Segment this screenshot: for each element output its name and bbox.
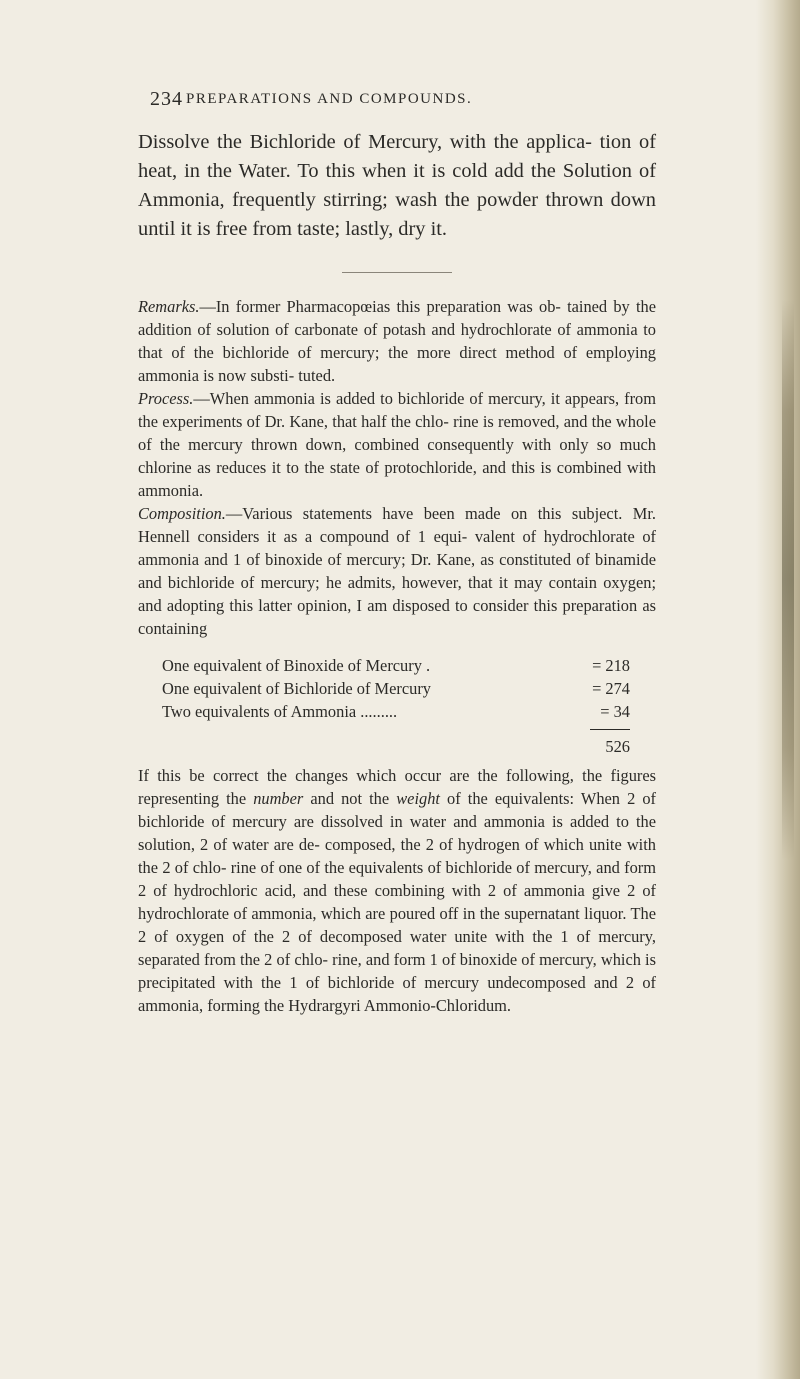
lead-paragraph: Dissolve the Bichloride of Mercury, with the applica- tion of heat, in the Water. To this when it is cold add the Solution of Ammonia, frequently stirring; wash the powder thrown down until it is free from taste; lastly, dry it. <box>138 131 656 240</box>
composition-label: Composition. <box>138 504 226 523</box>
conclusion-text-3: of the equivalents: When 2 of bichloride of mercury are dissolved in water and ammonia is added to the solution, 2 of water are de- composed, the 2 of hydrogen of which unite with the 2 of chlo- rine of one of the equivalents of bichloride of mercury, and form 2 of hydrochloric acid, and these combining with 2 of ammonia give 2 of hydrochlorate of ammonia, which are poured off in the supernatant liquor. The 2 of oxygen of the 2 of decomposed water unite with the 1 of mercury, separated from the 2 of chlo- rine, and form 1 of binoxide of mercury, which is precipitated with the 1 of bichloride of mercury undecomposed and 2 of ammonia, forming the Hydrargyri Ammonio-Chloridum. <box>138 789 656 1015</box>
composition-paragraph <box>138 502 656 640</box>
composition-text: —Various statements have been made on this subject. Mr. Hennell considers it as a compound of 1 equi- valent of hydrochlorate of ammonia and 1 of binoxide of mercury; Dr. Kane, as constituted of binamide and bichloride of mercury; he admits, however, that it may contain oxygen; and adopting this latter opinion, I am disposed to consider this preparation as containing <box>138 504 656 638</box>
equivalents-row-value: = 218 <box>592 656 630 675</box>
equivalents-row <box>162 700 630 723</box>
page-header <box>150 88 620 112</box>
sum-rule <box>590 729 630 730</box>
equivalents-row-value: = 34 <box>600 702 630 721</box>
process-text: —When ammonia is added to bichloride of mercury, it appears, from the experiments of Dr. Kane, that half the chlo- rine is removed, and the whole of the mercury thrown down, combined consequently with only so much chlorine as reduces it to the state of protochloride, and this is combined with ammonia. <box>138 389 656 500</box>
process-label: Process. <box>138 389 194 408</box>
page-edge-shadow <box>756 0 800 1379</box>
process-paragraph <box>138 387 656 502</box>
page-body <box>138 128 656 1017</box>
running-head: PREPARATIONS AND COMPOUNDS. <box>186 91 473 107</box>
remarks-text: —In former Pharmacopœias this preparation was ob- tained by the addition of solution of carbonate of potash and hydrochlorate of ammonia to that of the bichloride of mercury; the more direct method of employing ammonia is now substi- tuted. <box>138 297 656 385</box>
equivalents-row-label: Two equivalents of Ammonia ......... <box>162 702 398 721</box>
conclusion-emphasis-number: number <box>253 789 304 808</box>
remarks-label: Remarks. <box>138 297 200 316</box>
page-number: 234 <box>150 88 183 110</box>
equivalents-row-label: One equivalent of Bichloride of Mercury <box>162 679 431 698</box>
equivalents-total: 526 <box>605 737 630 756</box>
equivalents-table <box>162 654 630 758</box>
equivalents-row <box>162 677 630 700</box>
equivalents-row-label: One equivalent of Binoxide of Mercury . <box>162 656 431 675</box>
conclusion-emphasis-weight: weight <box>396 789 440 808</box>
remarks-paragraph <box>138 295 656 387</box>
conclusion-text-1: If this be correct the changes which occur are the following, the figures representing the <box>138 766 656 808</box>
equivalents-row <box>162 654 630 677</box>
conclusion-text-2: and not the <box>303 789 397 808</box>
section-divider <box>342 272 452 273</box>
equivalents-row-value: = 274 <box>592 679 630 698</box>
conclusion-paragraph <box>138 764 656 1017</box>
